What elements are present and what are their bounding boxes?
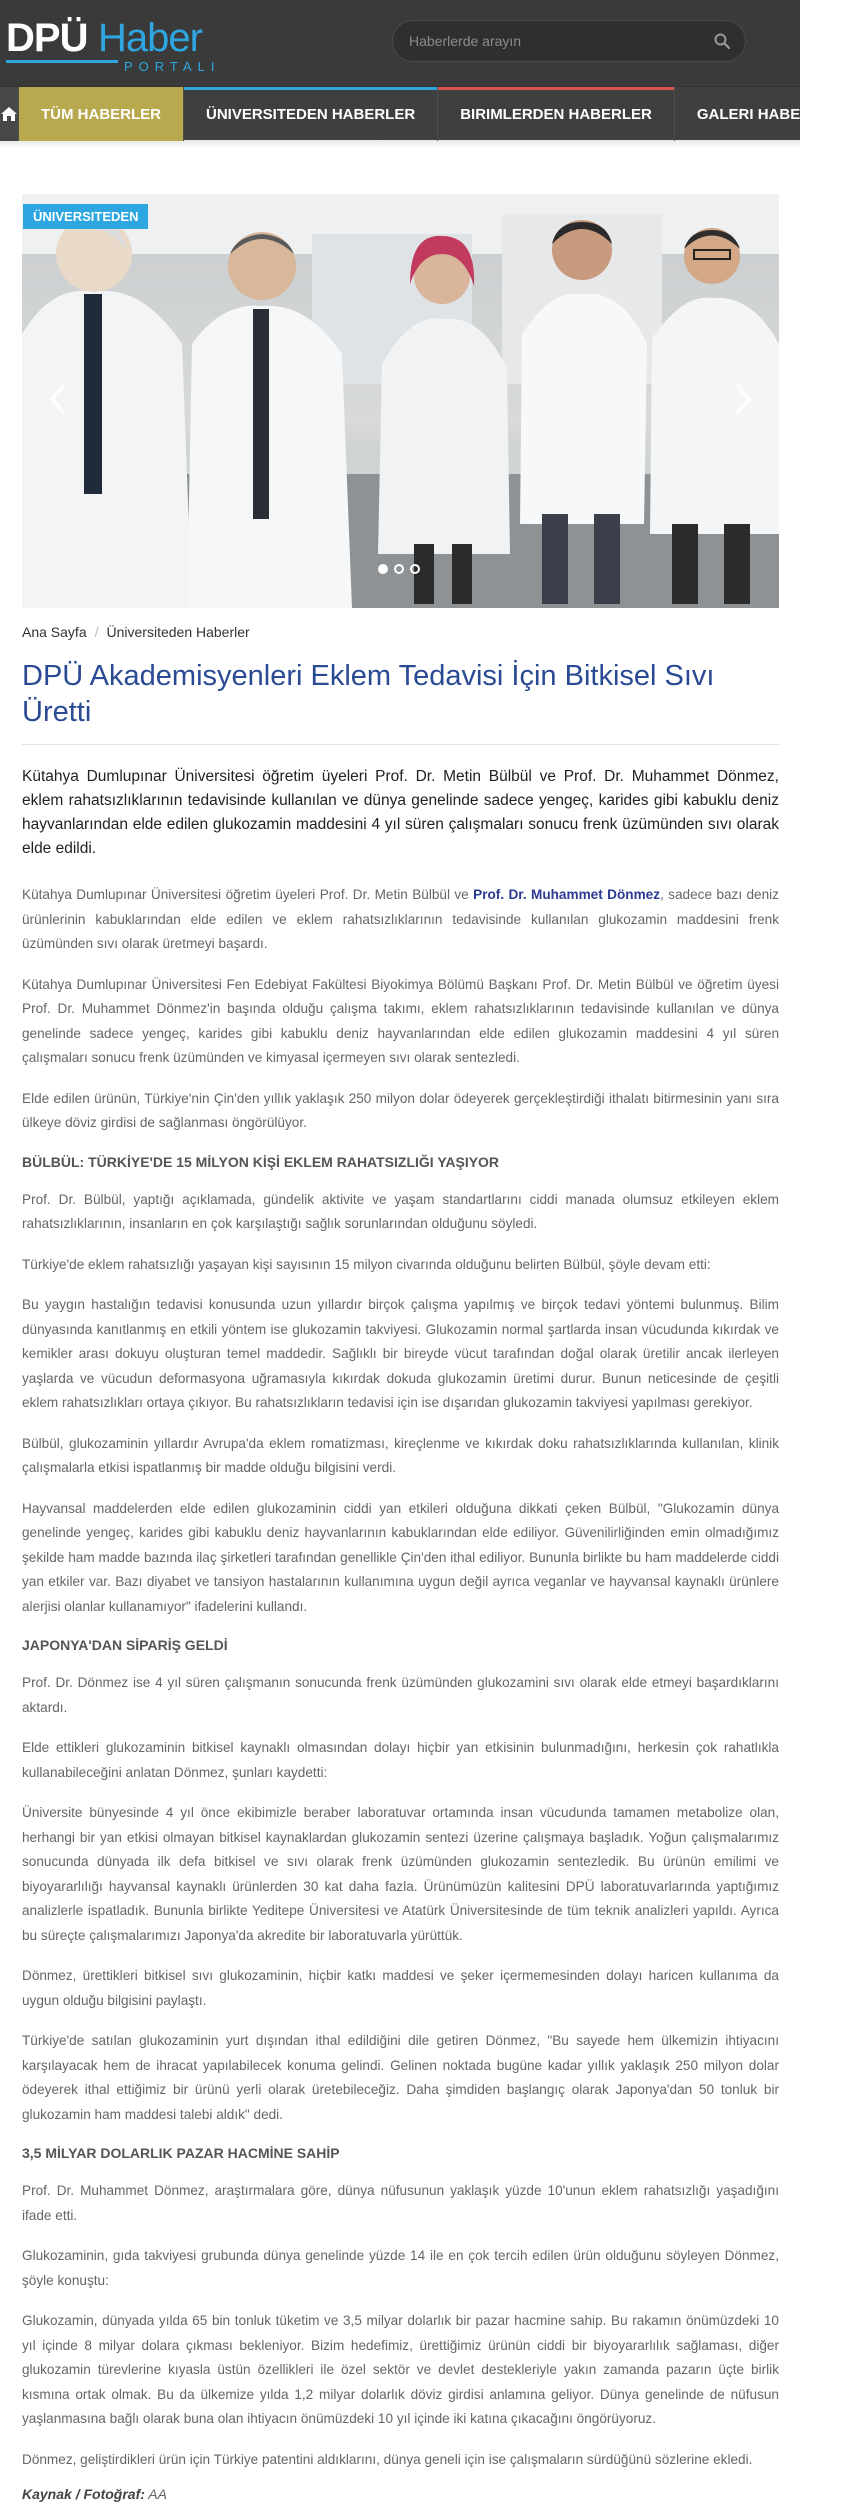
nav-accent-bar (184, 87, 437, 90)
paragraph: Elde ettikleri glukozaminin bitkisel kaynaklı olmasından dolayı hiçbir yan etkisinin bulunmadığını, herkesin çok rahatlıkla kullanabileceğini anlatan Dönmez, şunları kaydetti: (22, 1740, 779, 1780)
paragraph-text: , sadece bazı deniz ürünlerinin kabuklarından elde edilen ve eklem rahatsızlıklarının tedavisinde kullanılan glukozamin maddesini frenk üzümünden sıvı olarak üretmeyi başardı. (22, 887, 779, 951)
paragraph: Glukozamin, dünyada yılda 65 bin tonluk tüketim ve 3,5 milyar dolarlık bir pazar hacmine sahip. Bu rakamın önümüzdeki 10 yıl içinde 8 milyar dolara çıkması bekleniyor. Bizim hedefimiz, ürettiğimiz ürünün ciddi bir biyoyararlılık sağlaması, diğer glukozamin türevlerine kıyasla üstün özellikleri ile özel sektör ve devlet destekleriyle yakın zamanda pazarın üçte birlik kısmına ortak olmak. Bu da ülkemize yılda 1,2 milyar dolarlık döviz girdisi anlamına geliyor. Dünya genelinde de nüfusun yaşlanmasına bağlı olarak buna olan ihtiyacın önümüzdeki 10 yıl içinde iki katına çıkacağını öngörüyoruz. (22, 2313, 779, 2426)
logo-portal-text: PORTALI (124, 59, 221, 74)
main-nav (0, 86, 842, 140)
nav-item-label: ÜNIVERSITEDEN HABERLER (206, 105, 416, 123)
nav-item-label: GALERI HABERLER (696, 105, 842, 123)
home-button[interactable] (0, 87, 18, 141)
paragraph: Kütahya Dumlupınar Üniversitesi Fen Edebiyat Fakültesi Biyokimya Bölümü Başkanı Prof. Dr. Metin Bülbül ve öğretim üyesi Prof. Dr. Muhammet Dönmez'in başında olduğu çalışma takımı, eklem rahatsızlıklarının tedavisinde kullanılan ve dünya genelinde sadece yengeç, karides gibi kabuklu deniz hayvanlarından elde edilen glukozamin maddesini 4 yıl süren çalışmaları sonucu frenk üzümünden ve kimyasal içermeyen sıvı olarak sentezledi. (22, 976, 779, 1065)
logo-dpu-text: DPÜ (6, 16, 88, 60)
search-box (392, 20, 746, 62)
search-icon[interactable] (713, 32, 731, 50)
breadcrumb-home-link[interactable]: Ana Sayfa (22, 624, 87, 640)
source-label: Kaynak / Fotoğraf: (22, 2486, 145, 2502)
section-heading: 3,5 MİLYAR DOLARLIK PAZAR HACMİNE SAHİP (22, 2145, 340, 2161)
nav-item-label: TÜM HABERLER (41, 105, 161, 123)
logo-underline (6, 60, 118, 63)
logo-haber-text: Haber (98, 16, 202, 60)
paragraph-text: Kütahya Dumlupınar Üniversitesi öğretim üyeleri Prof. Dr. Metin Bülbül ve (22, 887, 474, 902)
paragraph: Bülbül, glukozaminin yıllardır Avrupa'da eklem romatizması, kireçlenme ve kıkırdak doku rahatsızlıklarında kullanılan, klinik çalışmalarla etkisi ispatlanmış bir madde olduğu bilgisini verdi. (22, 1435, 779, 1475)
nav-shadow (0, 140, 800, 148)
nav-item-gallery-news[interactable] (674, 87, 863, 141)
home-icon (0, 106, 18, 122)
breadcrumb-separator: / (94, 624, 99, 640)
paragraph: Türkiye'de satılan glukozaminin yurt dışından ithal edildiğini dile getiren Dönmez, "Bu sayede hem ülkemizin ihtiyacını karşılayacak hem de ihracat yapılabilecek konuma gelindi. Gelinen noktada bugüne kadar yıllık yaklaşık 250 milyon dolar ödeyerek ithal ettiğimiz bir ürünü yerli olarak üretebileceğiz. Daha şimdiden başlangıç olarak Japonya'dan 50 tonluk bir glukozamin ham maddesi talebi aldık" dedi. (22, 2033, 779, 2122)
breadcrumb (22, 624, 779, 644)
source-value: AA (148, 2486, 167, 2502)
paragraph: Prof. Dr. Dönmez ise 4 yıl süren çalışmanın sonucunda frenk üzümünden glukozamini sıvı olarak elde etmeyi başardıklarını aktardı. (22, 1675, 779, 1715)
site-header (0, 0, 800, 86)
article-title: DPÜ Akademisyenleri Eklem Tedavisi İçin Bitkisel Sıvı Üretti (22, 658, 779, 745)
article-body (22, 883, 779, 2472)
slider-dot[interactable] (378, 564, 388, 574)
slider-dots (378, 564, 420, 574)
section-heading: JAPONYA'DAN SİPARİŞ GELDİ (22, 1637, 228, 1653)
breadcrumb-category-link[interactable]: Üniversiteden Haberler (106, 624, 250, 640)
author-link[interactable]: Prof. Dr. Muhammet Dönmez (473, 887, 661, 902)
slider-next-arrow-icon[interactable] (731, 381, 755, 417)
paragraph: Elde edilen ürünün, Türkiye'nin Çin'den yıllık yaklaşık 250 milyon dolar ödeyerek gerçekleştirdiği ithalatı bitirmesinin yanı sıra ülkeye döviz girdisi de sağlanması öngörülüyor. (22, 1090, 779, 1130)
news-slider (22, 194, 779, 608)
paragraph: Dönmez, ürettikleri bitkisel sıvı glukozaminin, hiçbir katkı maddesi ve şeker içermemesinden dolayı haricen kullanıma da uygun olduğu bilgisini paylaştı. (22, 1968, 779, 2008)
nav-item-university-news[interactable] (183, 87, 437, 141)
search-input[interactable] (409, 21, 699, 61)
category-badge[interactable]: ÜNIVERSITEDEN (23, 204, 148, 229)
paragraph: Hayvansal maddelerden elde edilen glukozaminin ciddi yan etkileri olduğuna dikkati çeken Bülbül, "Glukozamin dünya genelinde yengeç, karides gibi kabuklu deniz hayvanlarının kabuklarından elde ediliyor. Güvenilirliğinden emin olmadığımız şekilde ham madde bazında ilaç şirketleri tarafından genellikle Çin'den ithal ediliyor. Bununla birlikte bu ham maddelerde ciddi yan etkiler var. Bazı diyabet ve tansiyon hastalarının kullanımına uygun değil ayrıca veganlar ve hayvansal kaynaklı ürünlere alerjisi olanlar kullanamıyor" ifadelerini kullandı. (22, 1500, 779, 1614)
nav-item-unit-news[interactable] (437, 87, 674, 141)
paragraph: Türkiye'de eklem rahatsızlığı yaşayan kişi sayısının 15 milyon civarında olduğunu belirten Bülbül, şöyle devam etti: (22, 1256, 711, 1272)
paragraph: Glukozaminin, gıda takviyesi grubunda dünya genelinde yüzde 14 ile en çok tercih edilen ürün olduğunu söyleyen Dönmez, şöyle konuştu: (22, 2248, 779, 2288)
slider-prev-arrow-icon[interactable] (46, 381, 70, 417)
slider-dot[interactable] (394, 564, 404, 574)
section-heading: BÜLBÜL: TÜRKİYE'DE 15 MİLYON KİŞİ EKLEM RAHATSIZLIĞI YAŞIYOR (22, 1153, 500, 1170)
slider-dot[interactable] (410, 564, 420, 574)
paragraph: Dönmez, geliştirdikleri ürün için Türkiye patentini aldıklarını, dünya geneli için ise çalışmaların sürdüğünü sözlerine ekledi. (22, 2451, 753, 2467)
article-content (22, 624, 779, 2502)
paragraph: Bu yaygın hastalığın tedavisi konusunda uzun yıllardır birçok çalışma yapılmış ve birçok tedavi yöntemi bulunmuş. Bilim dünyasında kanıtlanmış en etkili yöntem ise glukozamin takviyesi. Glukozamin normal şartlarda insan vücudunda kıkırdak ve kemikler arası dokuyu oluşturan temel maddedir. Sağlıklı bir bireyde vücut tarafından doğal olarak üretilir ancak ilerleyen yaşlarda ve vücudun deformasyona uğramasıyla kıkırdak dokuda glukozamin üretimi durur. Bunun neticesinde de çeşitli eklem rahatsızlıkları ortaya çıkıyor. Bu rahatsızlıkların tedavisi için ise dışarıdan glukozamin takviyesi yapılması gerekiyor. (22, 1297, 779, 1410)
slider-photo (22, 194, 779, 608)
paragraph: Prof. Dr. Muhammet Dönmez, araştırmalara göre, dünya nüfusunun yaklaşık yüzde 10'unun eklem rahatsızlığı yaşadığını ifade etti. (22, 2183, 779, 2223)
site-logo[interactable] (6, 16, 221, 76)
paragraph: Prof. Dr. Bülbül, yaptığı açıklamada, gündelik aktivite ve yaşam standartlarını ciddi manada olumsuz etkileyen eklem rahatsızlıklarının, insanların en çok karşılaştığı sağlık sorunlarından olduğunu söyledi. (22, 1191, 779, 1231)
article-source (22, 2486, 779, 2502)
article-lead: Kütahya Dumlupınar Üniversitesi öğretim üyeleri Prof. Dr. Metin Bülbül ve Prof. Dr. Muhammet Dönmez, eklem rahatsızlıklarının tedavisinde kullanılan ve dünya genelinde sadece yengeç, karides gibi kabuklu deniz hayvanlarından elde edilen glukozamin maddesini 4 yıl süren çalışmaları sonucu frenk üzümünden sıvı olarak elde edildi. (22, 768, 779, 857)
nav-item-all-news[interactable] (18, 87, 183, 141)
paragraph (22, 883, 779, 957)
nav-item-label: BIRIMLERDEN HABERLER (460, 105, 652, 123)
nav-accent-bar (438, 87, 674, 90)
paragraph: Üniversite bünyesinde 4 yıl önce ekibimizle beraber laboratuvar ortamında insan vücudunda tamamen metabolize olan, herhangi bir yan etkisi olmayan bitkisel kaynaklardan glukozamin sentezi üzerine çalışmaya başladık. Yoğun çalışmalarımız sonucunda dünyada ilk defa bitkisel ve sıvı olarak frenk üzümünden glukozamin sentezledik. Bu ürünün emilimi ve biyoyararlılığı hayvansal kaynaklı ürünlerden 30 kat daha fazla. Ürünümüzün kalitesini DPÜ laboratuvarlarında yaptığımız analizlerle ispatladık. Bununla birlikte Yeditepe Üniversitesi ve Atatürk Üniversitesinde de tüm teknik analizleri yapıldı. Ayrıca bu süreçte çalışmalarımızı Japonya'da akredite bir laboratuvarla yürüttük. (22, 1805, 779, 1943)
